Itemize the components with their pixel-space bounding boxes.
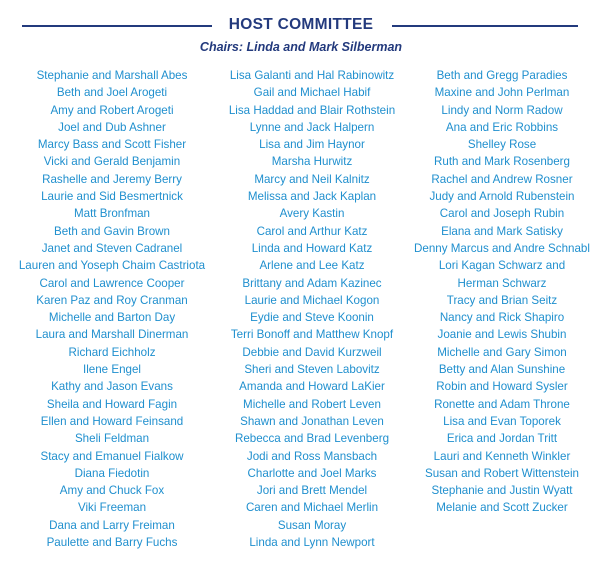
committee-member-name: Ruth and Mark Rosenberg xyxy=(434,155,570,169)
committee-member-name: Lisa and Evan Toporek xyxy=(443,414,561,428)
committee-member-name: Stephanie and Justin Wyatt xyxy=(431,484,573,498)
committee-member-name: Brittany and Adam Kazinec xyxy=(242,276,382,290)
committee-member-name: Lisa Galanti and Hal Rabinowitz xyxy=(229,69,395,82)
committee-member-name: Tracy and Brian Seitz xyxy=(446,293,558,307)
committee-member-name: Sheri and Steven Labovitz xyxy=(244,363,380,377)
committee-member-name: Nancy and Rick Shapiro xyxy=(439,311,565,325)
committee-member-name: Michelle and Barton Day xyxy=(48,311,176,325)
committee-member-name: Erica and Jordan Tritt xyxy=(446,432,558,446)
committee-member-name: Carol and Joseph Rubin xyxy=(439,207,565,221)
committee-member-name: Caren and Michael Merlin xyxy=(245,501,379,515)
committee-member-name: Amanda and Howard LaKier xyxy=(239,380,385,394)
committee-member-name: Amy and Robert Arogeti xyxy=(50,103,174,117)
committee-member-name: Lisa Haddad and Blair Rothstein xyxy=(228,103,396,117)
committee-member-name: Arlene and Lee Katz xyxy=(259,259,365,273)
chairs-line: Chairs: Linda and Mark Silberman xyxy=(199,40,403,54)
committee-member-name: Robin and Howard Sysler xyxy=(436,380,568,394)
section-header xyxy=(0,14,602,36)
committee-member-name: Amy and Chuck Fox xyxy=(59,484,165,498)
section-title: HOST COMMITTEE xyxy=(228,16,374,33)
committee-member-name: Sheli Feldman xyxy=(74,432,150,446)
committee-member-name: Michelle and Robert Leven xyxy=(243,397,381,411)
committee-member-name: Eydie and Steve Koonin xyxy=(250,311,374,325)
committee-member-name: Diana Fiedotin xyxy=(74,466,150,480)
committee-member-name: Carol and Arthur Katz xyxy=(256,224,368,238)
committee-member-name: Lori Kagan Schwarz and xyxy=(438,259,566,273)
committee-member-name: Sheila and Howard Fagin xyxy=(46,397,178,411)
header-rule-right xyxy=(392,25,578,27)
names-column-2 xyxy=(212,67,412,551)
committee-member-name: Kathy and Jason Evans xyxy=(51,380,173,394)
committee-member-name: Rachel and Andrew Rosner xyxy=(431,172,573,186)
committee-member-name: Viki Freeman xyxy=(77,501,147,515)
committee-member-name: Rashelle and Jeremy Berry xyxy=(42,172,182,186)
committee-member-name: Susan and Robert Wittenstein xyxy=(424,466,580,480)
committee-member-name: Linda and Lynn Newport xyxy=(249,536,375,550)
committee-member-name: Debbie and David Kurzweil xyxy=(242,345,382,359)
committee-member-name: Karen Paz and Roy Cranman xyxy=(36,293,188,307)
committee-member-name: Melissa and Jack Kaplan xyxy=(247,190,377,204)
committee-member-name: Charlotte and Joel Marks xyxy=(247,466,377,480)
names-column-1 xyxy=(12,67,212,551)
committee-member-name: Ilene Engel xyxy=(82,363,141,377)
committee-member-name: Judy and Arnold Rubenstein xyxy=(429,190,575,204)
committee-member-name: Lauren and Yoseph Chaim Castriota xyxy=(18,259,206,273)
committee-member-name: Lauri and Kenneth Winkler xyxy=(433,449,571,463)
committee-member-name: Avery Kastin xyxy=(279,207,345,221)
committee-member-name: Herman Schwarz xyxy=(457,276,547,290)
committee-member-name: Beth and Gavin Brown xyxy=(53,224,170,238)
committee-member-name: Gail and Michael Habif xyxy=(253,86,371,100)
committee-member-name: Ellen and Howard Feinsand xyxy=(40,414,184,428)
committee-member-name: Marcy Bass and Scott Fisher xyxy=(37,138,187,152)
committee-member-name: Linda and Howard Katz xyxy=(251,241,373,255)
committee-member-name: Stephanie and Marshall Abes xyxy=(36,69,188,82)
committee-member-name: Betty and Alan Sunshine xyxy=(438,363,566,377)
committee-member-name: Dana and Larry Freiman xyxy=(49,518,175,532)
committee-member-name: Denny Marcus and Andre Schnabl xyxy=(414,241,590,255)
committee-member-name: Lynne and Jack Halpern xyxy=(249,120,375,134)
committee-member-name: Marsha Hurwitz xyxy=(271,155,353,169)
committee-member-name: Terri Bonoff and Matthew Knopf xyxy=(230,328,394,342)
committee-member-name: Jori and Brett Mendel xyxy=(256,484,368,498)
committee-member-name: Laurie and Michael Kogon xyxy=(244,293,380,307)
committee-member-name: Vicki and Gerald Benjamin xyxy=(43,155,181,169)
committee-member-name: Michelle and Gary Simon xyxy=(437,345,567,359)
committee-member-name: Stacy and Emanuel Fialkow xyxy=(40,449,184,463)
committee-member-name: Paulette and Barry Fuchs xyxy=(46,536,178,550)
committee-member-name: Ronette and Adam Throne xyxy=(434,397,570,411)
committee-member-name: Laurie and Sid Besmertnick xyxy=(41,190,183,204)
committee-member-name: Lindy and Norm Radow xyxy=(441,103,563,117)
committee-member-name: Joel and Dub Ashner xyxy=(58,120,166,134)
committee-member-name: Janet and Steven Cadranel xyxy=(41,241,183,255)
committee-member-name: Richard Eichholz xyxy=(68,345,156,359)
committee-member-name: Joanie and Lewis Shubin xyxy=(437,328,567,342)
committee-member-name: Susan Moray xyxy=(277,518,347,532)
committee-member-name: Beth and Joel Arogeti xyxy=(56,86,168,100)
committee-member-name: Rebecca and Brad Levenberg xyxy=(234,432,390,446)
committee-member-name: Elana and Mark Satisky xyxy=(441,224,563,238)
committee-member-name: Lisa and Jim Haynor xyxy=(259,138,365,152)
committee-member-name: Maxine and John Perlman xyxy=(434,86,570,100)
committee-member-name: Carol and Lawrence Cooper xyxy=(39,276,185,290)
names-column-3 xyxy=(406,67,598,517)
committee-member-name: Ana and Eric Robbins xyxy=(445,120,559,134)
committee-member-name: Beth and Gregg Paradies xyxy=(436,69,568,82)
committee-member-name: Laura and Marshall Dinerman xyxy=(35,328,189,342)
committee-member-name: Jodi and Ross Mansbach xyxy=(246,449,378,463)
committee-member-name: Shelley Rose xyxy=(467,138,537,152)
committee-member-name: Melanie and Scott Zucker xyxy=(436,501,568,515)
committee-member-name: Marcy and Neil Kalnitz xyxy=(254,172,370,186)
committee-member-name: Shawn and Jonathan Leven xyxy=(240,414,384,428)
committee-member-name: Matt Bronfman xyxy=(73,207,151,221)
